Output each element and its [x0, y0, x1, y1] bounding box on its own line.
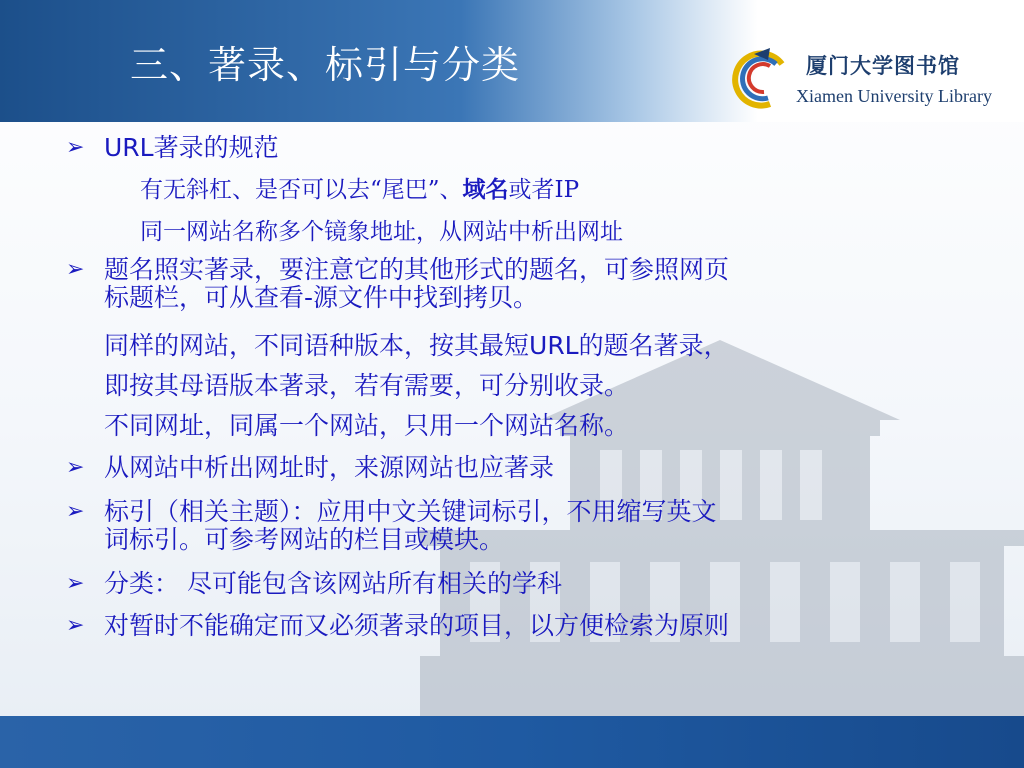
sub-line — [140, 176, 579, 204]
arrowhead-bullet-icon: ➢ — [66, 135, 85, 160]
paragraph-text: 的题名著录， — [578, 331, 729, 360]
paragraph — [104, 332, 729, 360]
paragraph: 即按其母语版本著录，若有需要，可分别收录。 — [104, 371, 630, 400]
arrowhead-bullet-icon: ➢ — [66, 613, 85, 638]
arrowhead-bullet-icon: ➢ — [66, 571, 85, 596]
sub-bold-text: 域名 — [462, 176, 509, 203]
sub-line: 同一网站名称多个镜象地址，从网站中析出网址 — [140, 219, 623, 245]
bullet-text: 题名照实著录，要注意它的其他形式的题名，可参照网页 — [104, 255, 730, 284]
sub-text: 有无斜杠、是否可以去“尾巴”、 — [140, 177, 463, 203]
slide-title: 三、著录、标引与分类 — [130, 43, 521, 87]
bullet-text: 分类： 尽可能包含该网站所有相关的学科 — [104, 569, 562, 598]
bullet-text: 著录的规范 — [153, 133, 279, 162]
logo-english-text: Xiamen University Library — [796, 86, 992, 106]
xmu-library-logo-icon — [724, 34, 796, 118]
bullet-text-cont: 标题栏，可从查看-源文件中找到拷贝。 — [104, 283, 539, 312]
paragraph-text: 同样的网站，不同语种版本，按其最短 — [104, 331, 530, 360]
bullet-text: 标引（相关主题）：应用中文关键词标引，不用缩写英文 — [104, 497, 717, 526]
bullet-text: 对暂时不能确定而又必须著录的项目，以方便检索为原则 — [104, 611, 730, 640]
arrowhead-bullet-icon: ➢ — [66, 455, 85, 480]
url-label: URL — [104, 133, 154, 162]
arrowhead-bullet-icon: ➢ — [66, 499, 85, 524]
url-label: URL — [529, 331, 579, 360]
logo-chinese-text: 厦门大学图书馆 — [806, 53, 960, 78]
bullet-text-cont: 词标引。可参考网站的栏目或模块。 — [104, 525, 505, 554]
footer-band — [0, 716, 1024, 768]
bullet-text: 从网站中析出网址时，来源网站也应著录 — [104, 453, 555, 482]
paragraph: 不同网址，同属一个网站，只用一个网站名称。 — [104, 411, 630, 440]
sub-text: 或者IP — [508, 177, 580, 203]
arrowhead-bullet-icon: ➢ — [66, 257, 85, 282]
